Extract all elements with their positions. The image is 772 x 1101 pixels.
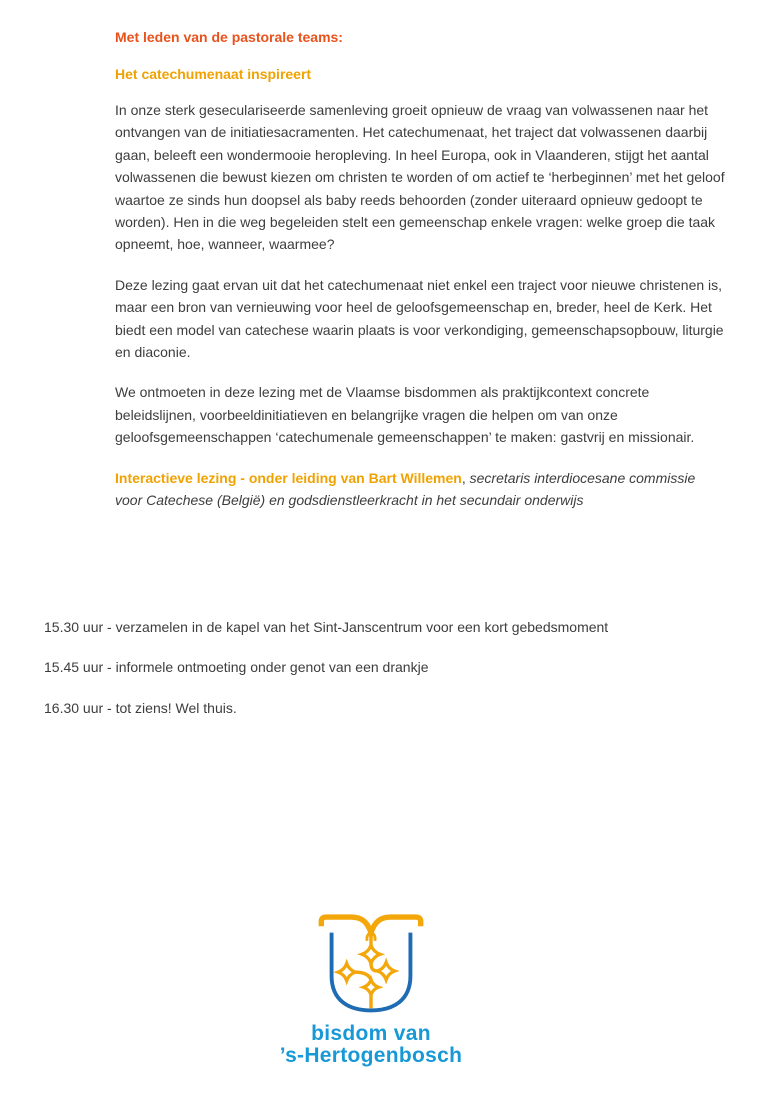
section-heading-pastorale-teams: Met leden van de pastorale teams: (115, 29, 343, 45)
logo-text-line2: ’s-Hertogenbosch (279, 1044, 463, 1067)
schedule-line-1545: 15.45 uur - informele ontmoeting onder genot van een drankje (44, 659, 429, 676)
main-text-column (115, 0, 725, 530)
paragraph-1: In onze sterk geseculariseerde samenleving groeit opnieuw de vraag van volwassenen naar het ontvangen van de initiatiesacramenten. Het catechumenaat, het traject dat volwassenen daarbij gaan, beleeft een wondermooie heropleving. In heel Europa, ook in Vlaanderen, stijgt het aantal volwassenen die bewust kiezen om christen te worden of om actief te ‘herbeginnen’ met het geloof waartoe ze sinds hun doopsel als baby reeds behoorden (zonder uiteraard opnieuw gedoopt te worden). Hen in die weg begeleiden stelt een gemeenschap enkele vragen: welke groep die taak opneemt, hoe, wanneer, waarmee? (115, 102, 725, 253)
logo-text-line1: bisdom van (311, 1022, 431, 1045)
lecture-title-heading: Het catechumenaat inspireert (115, 66, 312, 82)
paragraph-3: We ontmoeten in deze lezing met de Vlaamse bisdommen als praktijkcontext concrete beleidslijnen, voorbeeldinitiatieven en belangrijke vragen die helpen om van onze geloofsgemeenschappen ‘catechumenale gemeenschappen’ te maken: gastvrij en missionair. (115, 384, 695, 446)
lecture-type-highlight: Interactieve lezing - onder leiding van Bart Willemen (115, 469, 462, 486)
diocese-logo (271, 910, 471, 1067)
diocese-crest-icon (317, 910, 425, 1018)
schedule-block (44, 616, 744, 737)
paragraph-2: Deze lezing gaat ervan uit dat het catechumenaat niet enkel een traject voor nieuwe christenen is, maar een bron van vernieuwing voor heel de geloofsgemeenschap en, breder, heel de Kerk. Het biedt een model van catechese waarin plaats is voor verkondiging, gemeenschapsopbouw, liturgie en diaconie. (115, 276, 724, 361)
lecture-separator: , (461, 469, 470, 486)
speaker-role-text: secretaris interdiocesane commissie voor Catechese (België) en godsdienstleerkracht in het secundair onderwijs (115, 469, 696, 509)
schedule-line-1630: 16.30 uur - tot ziens! Wel thuis. (44, 699, 237, 716)
lecture-speaker-line (115, 467, 725, 512)
logo-wordmark (280, 1023, 463, 1067)
schedule-line-1530: 15.30 uur - verzamelen in de kapel van het Sint-Janscentrum voor een kort gebedsmoment (44, 619, 609, 635)
